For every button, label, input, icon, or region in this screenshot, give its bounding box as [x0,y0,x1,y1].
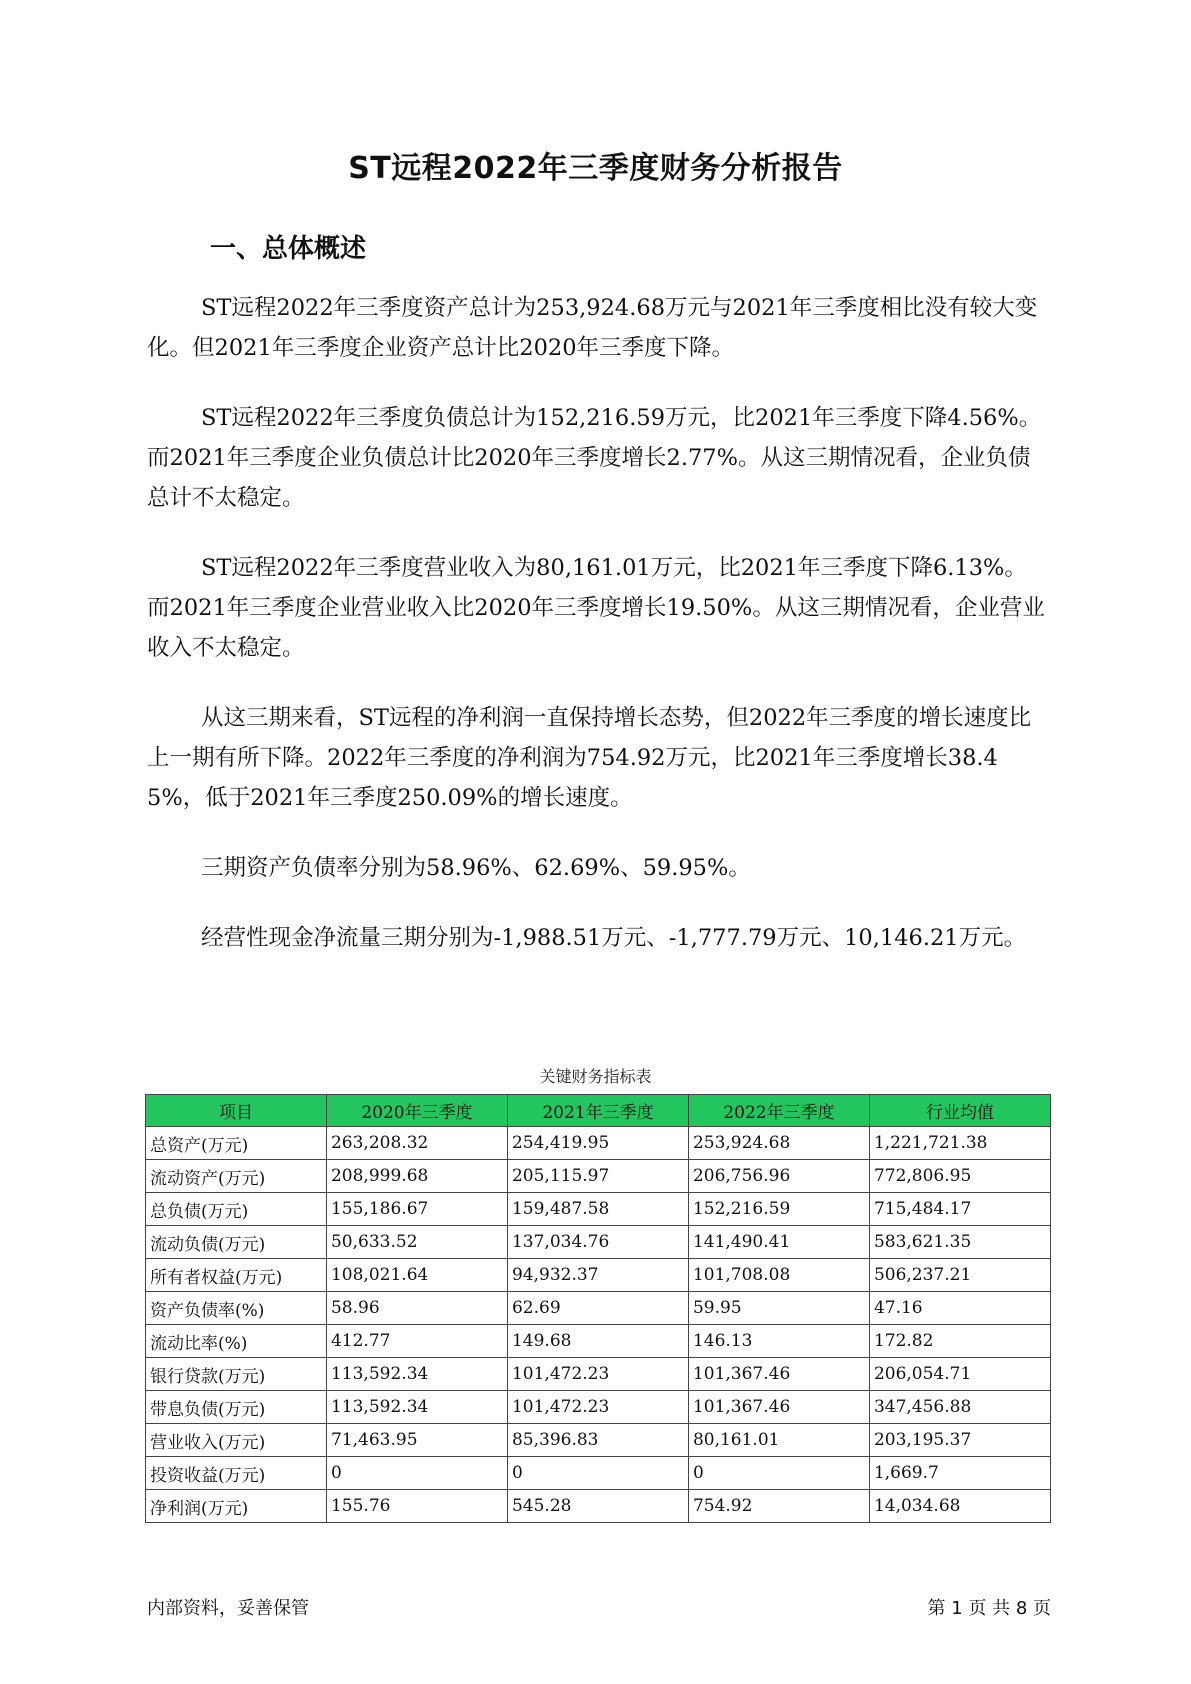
financial-indicators-table [145,1094,1051,1523]
table-cell: 113,592.34 [326,1358,507,1391]
row-label: 流动负债(万元) [146,1226,327,1259]
table-cell: 254,419.95 [507,1127,688,1160]
table-row [146,1358,1051,1391]
row-label: 流动比率(%) [146,1325,327,1358]
table-cell: 80,161.01 [688,1424,869,1457]
row-label: 总负债(万元) [146,1193,327,1226]
table-cell: 14,034.68 [869,1490,1050,1523]
table-cell: 506,237.21 [869,1259,1050,1292]
table-cell: 85,396.83 [507,1424,688,1457]
table-row [146,1160,1051,1193]
table-cell: 715,484.17 [869,1193,1050,1226]
table-row [146,1127,1051,1160]
column-header: 项目 [146,1095,327,1127]
table-cell: 101,472.23 [507,1358,688,1391]
table-cell: 108,021.64 [326,1259,507,1292]
table-cell: 146.13 [688,1325,869,1358]
table-cell: 253,924.68 [688,1127,869,1160]
paragraph: ST远程2022年三季度负债总计为152,216.59万元，比2021年三季度下降4.56%。而2021年三季度企业负债总计比2020年三季度增长2.77%。从这三期情况看，企业负债总计不太稳定。 [147,405,1042,511]
row-label: 营业收入(万元) [146,1424,327,1457]
table-cell: 113,592.34 [326,1391,507,1424]
paragraph: 从这三期来看，ST远程的净利润一直保持增长态势，但2022年三季度的增长速度比上一期有所下降。2022年三季度的净利润为754.92万元，比2021年三季度增长38.45%，低于2021年三季度250.09%的增长速度。 [147,705,1032,811]
table-row [146,1259,1051,1292]
table-cell: 152,216.59 [688,1193,869,1226]
table-cell: 137,034.76 [507,1226,688,1259]
table-cell: 58.96 [326,1292,507,1325]
row-label: 银行贷款(万元) [146,1358,327,1391]
row-label: 资产负债率(%) [146,1292,327,1325]
table-cell: 50,633.52 [326,1226,507,1259]
table-cell: 583,621.35 [869,1226,1050,1259]
table-cell: 0 [507,1457,688,1490]
table-row [146,1226,1051,1259]
table-header-row [146,1095,1051,1127]
table-cell: 0 [326,1457,507,1490]
table-cell: 101,367.46 [688,1358,869,1391]
table-cell: 47.16 [869,1292,1050,1325]
table-cell: 772,806.95 [869,1160,1050,1193]
column-header: 2021年三季度 [507,1095,688,1127]
table-cell: 149.68 [507,1325,688,1358]
paragraph: ST远程2022年三季度营业收入为80,161.01万元，比2021年三季度下降6.13%。而2021年三季度企业营业收入比2020年三季度增长19.50%。从这三期情况看，企业营业收入不太稳定。 [147,555,1045,661]
paragraph: ST远程2022年三季度资产总计为253,924.68万元与2021年三季度相比没有较大变化。但2021年三季度企业资产总计比2020年三季度下降。 [147,295,1038,361]
footer-page-number: 第 1 页 共 8 页 [927,1598,1051,1619]
column-header: 2020年三季度 [326,1095,507,1127]
table-cell: 62.69 [507,1292,688,1325]
table-cell: 155,186.67 [326,1193,507,1226]
table-cell: 347,456.88 [869,1391,1050,1424]
table-row [146,1391,1051,1424]
table-cell: 141,490.41 [688,1226,869,1259]
table-cell: 203,195.37 [869,1424,1050,1457]
table-row [146,1325,1051,1358]
table-cell: 101,708.08 [688,1259,869,1292]
row-label: 净利润(万元) [146,1490,327,1523]
table-cell: 155.76 [326,1490,507,1523]
table-cell: 208,999.68 [326,1160,507,1193]
column-header: 行业均值 [869,1095,1050,1127]
table-cell: 1,221,721.38 [869,1127,1050,1160]
footer-confidential: 内部资料，妥善保管 [147,1598,309,1619]
table-cell: 59.95 [688,1292,869,1325]
table-cell: 206,756.96 [688,1160,869,1193]
body-text [147,288,1047,988]
column-header: 2022年三季度 [688,1095,869,1127]
row-label: 总资产(万元) [146,1127,327,1160]
table-cell: 159,487.58 [507,1193,688,1226]
table-cell: 205,115.97 [507,1160,688,1193]
row-label: 流动资产(万元) [146,1160,327,1193]
table-cell: 172.82 [869,1325,1050,1358]
paragraph: 三期资产负债率分别为58.96%、62.69%、59.95%。 [201,855,751,881]
table-cell: 206,054.71 [869,1358,1050,1391]
paragraph: 经营性现金净流量三期分别为-1,988.51万元、-1,777.79万元、10,146.21万元。 [201,925,1027,951]
row-label: 投资收益(万元) [146,1457,327,1490]
table-row [146,1424,1051,1457]
table-row [146,1457,1051,1490]
section-heading: 一、总体概述 [210,234,367,264]
table-caption: 关键财务指标表 [539,1067,652,1086]
table-cell: 1,669.7 [869,1457,1050,1490]
table-row [146,1193,1051,1226]
table-row [146,1490,1051,1523]
table-cell: 101,367.46 [688,1391,869,1424]
table-cell: 71,463.95 [326,1424,507,1457]
table-cell: 754.92 [688,1490,869,1523]
table-cell: 412.77 [326,1325,507,1358]
table-cell: 263,208.32 [326,1127,507,1160]
table-cell: 101,472.23 [507,1391,688,1424]
row-label: 带息负债(万元) [146,1391,327,1424]
table-cell: 94,932.37 [507,1259,688,1292]
page-title: ST远程2022年三季度财务分析报告 [348,151,843,186]
table-row [146,1292,1051,1325]
table-cell: 0 [688,1457,869,1490]
row-label: 所有者权益(万元) [146,1259,327,1292]
table-cell: 545.28 [507,1490,688,1523]
